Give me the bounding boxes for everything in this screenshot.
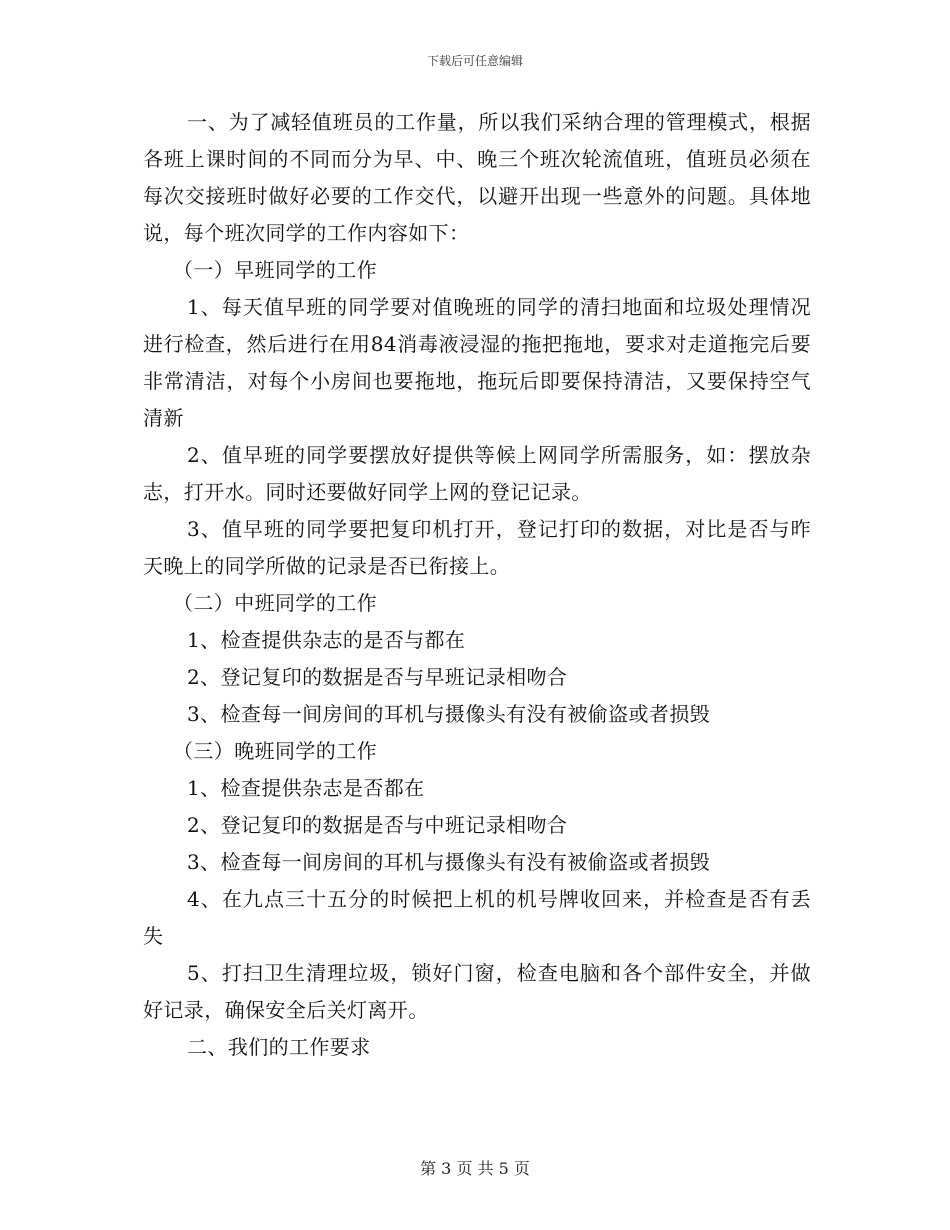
evening-item-2: 2、登记复印的数据是否与中班记录相吻合 xyxy=(187,813,568,837)
subheading-evening-shift: （三）晚班同学的工作 xyxy=(173,739,377,763)
subheading-morning-shift: （一）早班同学的工作 xyxy=(173,258,377,282)
section-1-intro: 一、为了减轻值班员的工作量，所以我们采纳合理的管理模式，根据各班上课时间的不同而分为早、中、晚三个班次轮流值班，值班员必须在每次交接班时做好必要的工作交代，以避开出现一些意外的问题。具体地说，每个班次同学的工作内容如下： xyxy=(143,110,811,245)
morning-item-1: 1、每天值早班的同学要对值晚班的同学的清扫地面和垃圾处理情况进行检查，然后进行在用84消毒液浸湿的拖把拖地，要求对走道拖完后要非常清洁，对每个小房间也要拖地，拖玩后即要保持清洁，又要保持空气清新 xyxy=(143,295,811,430)
evening-item-4: 4、在九点三十五分的时候把上机的机号牌收回来，并检查是否有丢失 xyxy=(143,887,811,948)
page-number: 第 3 页 共 5 页 xyxy=(420,1159,530,1178)
middle-item-1: 1、检查提供杂志的是否与都在 xyxy=(187,628,466,652)
middle-item-3: 3、检查每一间房间的耳机与摄像头有没有被偷盗或者损毁 xyxy=(187,702,711,726)
morning-item-3: 3、值早班的同学要把复印机打开，登记打印的数据，对比是否与昨天晚上的同学所做的记录是否已衔接上。 xyxy=(143,517,811,578)
evening-item-1: 1、检查提供杂志是否都在 xyxy=(187,776,425,800)
subheading-middle-shift: （二）中班同学的工作 xyxy=(173,591,377,615)
evening-item-3: 3、检查每一间房间的耳机与摄像头有没有被偷盗或者损毁 xyxy=(187,850,711,874)
document-body xyxy=(143,104,811,1066)
morning-item-2: 2、值早班的同学要摆放好提供等候上网同学所需服务，如：摆放杂志，打开水。同时还要做好同学上网的登记记录。 xyxy=(143,443,811,504)
section-2-heading: 二、我们的工作要求 xyxy=(187,1035,371,1059)
evening-item-5: 5、打扫卫生清理垃圾，锁好门窗，检查电脑和各个部件安全，并做好记录，确保安全后关灯离开。 xyxy=(143,961,811,1022)
page-header-note: 下载后可任意编辑 xyxy=(426,54,523,68)
middle-item-2: 2、登记复印的数据是否与早班记录相吻合 xyxy=(187,665,568,689)
